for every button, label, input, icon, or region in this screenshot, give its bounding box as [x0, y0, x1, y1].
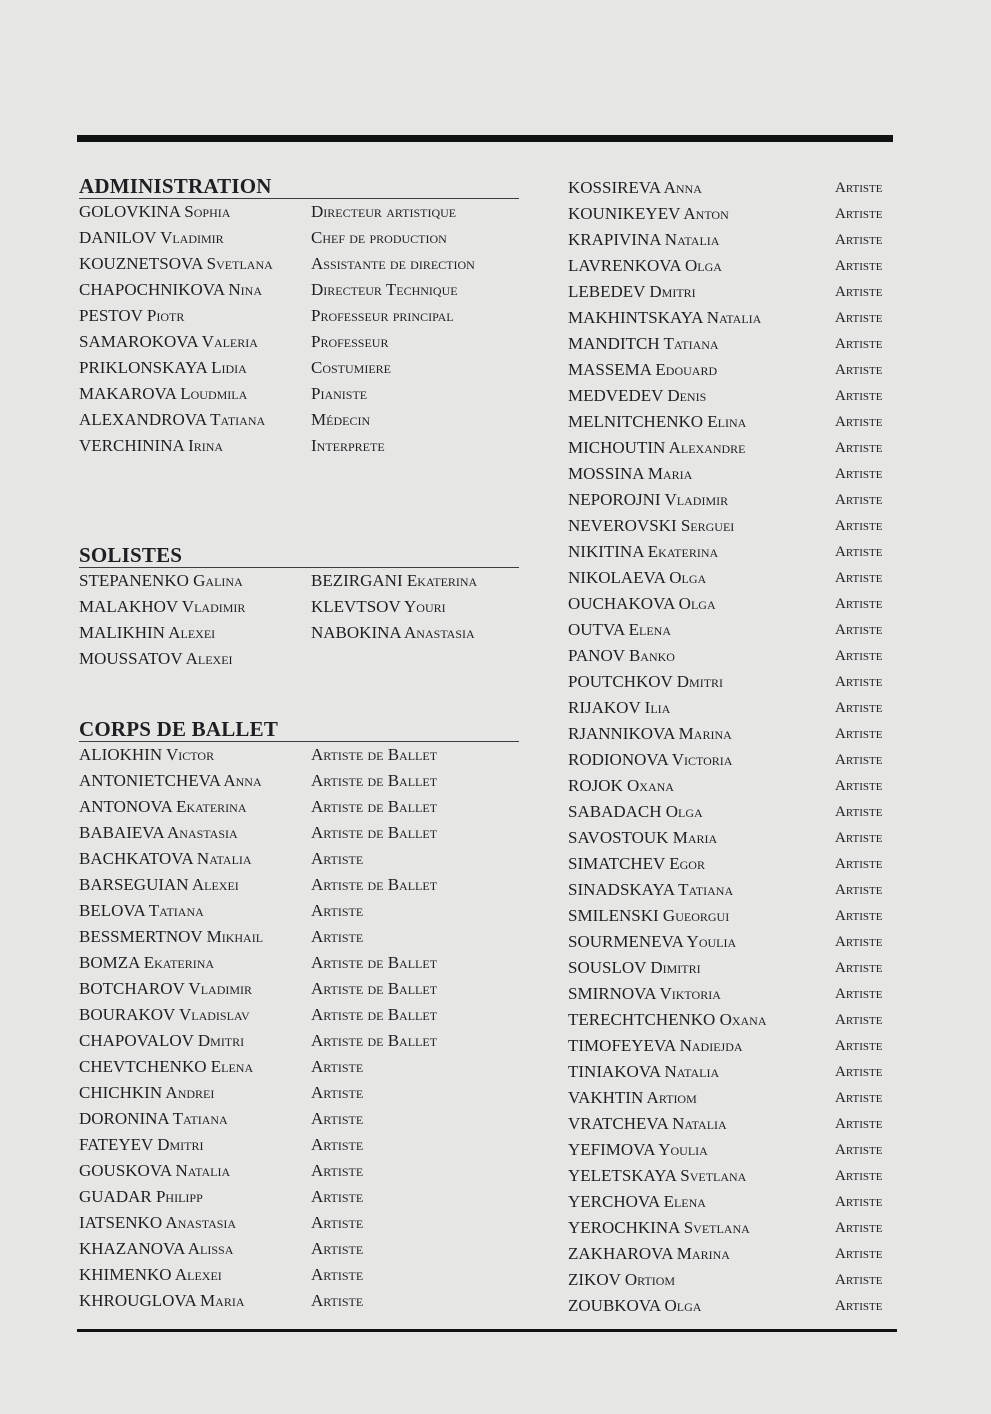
person-role: Professeur [311, 332, 389, 351]
list-item [568, 305, 898, 331]
list-item [79, 1184, 519, 1210]
person-role: Artiste [835, 336, 883, 352]
list-item [568, 279, 898, 305]
person-role: Artiste [835, 804, 883, 820]
person-name: MANDITCH Tatiana [568, 334, 719, 353]
list-item [568, 331, 898, 357]
person-role: Artiste [835, 388, 883, 404]
list-item [79, 1054, 519, 1080]
bottom-rule [77, 1329, 897, 1332]
person-role: Artiste [311, 901, 364, 920]
person-name: SABADACH Olga [568, 802, 703, 821]
list-item [568, 461, 898, 487]
list-item [79, 355, 519, 381]
list-item [79, 407, 519, 433]
person-role: Artiste [311, 1135, 364, 1154]
list-item [79, 872, 519, 898]
person-name: CHAPOVALOV Dmitri [79, 1031, 245, 1050]
list-item [568, 1085, 898, 1111]
list-item [568, 1163, 898, 1189]
person-name: KOUNIKEYEV Anton [568, 204, 729, 223]
person-role: Artiste [835, 206, 883, 222]
person-role: Artiste [835, 648, 883, 664]
list-item [568, 227, 898, 253]
person-role: Artiste [835, 1168, 883, 1184]
person-name: TERECHTCHENKO Oxana [568, 1010, 767, 1029]
list-item [568, 435, 898, 461]
person-role: Artiste [835, 1064, 883, 1080]
person-role: Artiste [835, 180, 883, 196]
person-name: MALIKHIN Alexei [79, 623, 216, 642]
person-name: BACHKATOVA Natalia [79, 849, 252, 868]
administration-list [79, 199, 519, 459]
list-item [568, 695, 898, 721]
person-role: Artiste [835, 414, 883, 430]
list-item [568, 1137, 898, 1163]
list-item [568, 1059, 898, 1085]
person-name: SAMAROKOVA Valeria [79, 332, 258, 351]
person-name: BELOVA Tatiana [79, 901, 204, 920]
person-name: FATEYEV Dmitri [79, 1135, 204, 1154]
person-name: BOTCHAROV Vladimir [79, 979, 253, 998]
person-role: Artiste [835, 466, 883, 482]
person-name: SOUSLOV Dimitri [568, 958, 701, 977]
list-item [568, 1267, 898, 1293]
person-role: Artiste [311, 1265, 364, 1284]
person-role: Artiste [835, 622, 883, 638]
person-name: DANILOV Vladimir [79, 228, 224, 247]
person-role: Artiste [311, 1291, 364, 1310]
person-name: PRIKLONSKAYA Lidia [79, 358, 247, 377]
person-name: BABAIEVA Anastasia [79, 823, 238, 842]
person-name: KOSSIREVA Anna [568, 178, 702, 197]
person-role: Artiste de Ballet [311, 797, 438, 816]
person-role: Artiste [835, 258, 883, 274]
person-name: NEPOROJNI Vladimir [568, 490, 729, 509]
person-role: Artiste [835, 986, 883, 1002]
list-item [568, 383, 898, 409]
list-item [79, 1262, 519, 1288]
top-rule [77, 135, 893, 142]
person-role: Artiste [311, 927, 364, 946]
person-role: Artiste [311, 1057, 364, 1076]
corps-de-ballet-list [79, 742, 519, 1314]
list-item [568, 825, 898, 851]
person-name: PESTOV Piotr [79, 306, 185, 325]
person-role: Artiste [835, 362, 883, 378]
list-item [568, 669, 898, 695]
list-item [79, 620, 519, 646]
person-role: Pianiste [311, 384, 368, 403]
person-name: MAKAROVA Loudmila [79, 384, 248, 403]
person-role: Artiste [835, 1272, 883, 1288]
list-item [568, 1189, 898, 1215]
person-name: SOURMENEVA Youlia [568, 932, 737, 951]
list-item [79, 794, 519, 820]
list-item [568, 1007, 898, 1033]
list-item [568, 409, 898, 435]
person-name: YEFIMOVA Youlia [568, 1140, 708, 1159]
person-role: Artiste de Ballet [311, 823, 438, 842]
list-item [568, 253, 898, 279]
person-role: Directeur artistique [311, 202, 457, 221]
person-name: SMIRNOVA Viktoria [568, 984, 721, 1003]
person-role: Artiste [835, 934, 883, 950]
person-role: Artiste [835, 1142, 883, 1158]
person-name: YEROCHKINA Svetlana [568, 1218, 750, 1237]
person-role: Artiste de Ballet [311, 771, 438, 790]
person-role: Artiste [835, 908, 883, 924]
person-name: OUTVA Elena [568, 620, 671, 639]
person-name: RIJAKOV Ilia [568, 698, 671, 717]
list-item [79, 329, 519, 355]
person-name: ZAKHAROVA Marina [568, 1244, 730, 1263]
list-item [79, 594, 519, 620]
person-name: KHAZANOVA Alissa [79, 1239, 234, 1258]
person-role: Artiste de Ballet [311, 1031, 438, 1050]
person-name: BARSEGUIAN Alexei [79, 875, 239, 894]
person-name: KRAPIVINA Natalia [568, 230, 720, 249]
person-name: KHIMENKO Alexei [79, 1265, 222, 1284]
person-role: Artiste [311, 849, 364, 868]
right-column [568, 175, 898, 1319]
list-item [568, 643, 898, 669]
person-name: MOSSINA Maria [568, 464, 693, 483]
person-role: Artiste [835, 726, 883, 742]
person-name: MASSEMA Edouard [568, 360, 718, 379]
list-item [568, 1241, 898, 1267]
list-item [568, 773, 898, 799]
person-name: BOURAKOV Vladislav [79, 1005, 250, 1024]
person-role: Artiste [835, 1220, 883, 1236]
person-name: SINADSKAYA Tatiana [568, 880, 734, 899]
section-title: CORPS DE BALLET [79, 717, 519, 742]
person-role: Artiste [311, 1213, 364, 1232]
person-name: NIKITINA Ekaterina [568, 542, 719, 561]
person-role: Artiste [835, 1116, 883, 1132]
section-title: SOLISTES [79, 543, 519, 568]
person-name: GOLOVKINA Sophia [79, 202, 231, 221]
person-role: Artiste [835, 1012, 883, 1028]
person-role: Artiste de Ballet [311, 875, 438, 894]
list-item [79, 277, 519, 303]
list-item [79, 1288, 519, 1314]
list-item [79, 1028, 519, 1054]
person-role: Artiste de Ballet [311, 1005, 438, 1024]
list-item [79, 199, 519, 225]
person-role: Artiste [835, 232, 883, 248]
list-item [568, 617, 898, 643]
list-item [79, 976, 519, 1002]
list-item [568, 877, 898, 903]
list-item [79, 381, 519, 407]
list-item [568, 357, 898, 383]
person-name: ZIKOV Ortiom [568, 1270, 676, 1289]
list-item [568, 201, 898, 227]
person-role: Artiste [311, 1187, 364, 1206]
person-name: CHEVTCHENKO Elena [79, 1057, 254, 1076]
person-name: MEDVEDEV Denis [568, 386, 707, 405]
person-name: ZOUBKOVA Olga [568, 1296, 702, 1315]
person-name: BOMZA Ekaterina [79, 953, 215, 972]
list-item [79, 225, 519, 251]
person-name: TINIAKOVA Natalia [568, 1062, 720, 1081]
person-name: NEVEROVSKI Serguei [568, 516, 735, 535]
list-item [79, 1002, 519, 1028]
person-name: STEPANENKO Galina [79, 571, 243, 590]
list-item [79, 433, 519, 459]
person-role: Artiste [311, 1109, 364, 1128]
person-name: ROJOK Oxana [568, 776, 674, 795]
person-role: Artiste [835, 830, 883, 846]
list-item [79, 1236, 519, 1262]
list-item [568, 175, 898, 201]
person-name: BESSMERTNOV Mikhail [79, 927, 264, 946]
person-role: Artiste de Ballet [311, 745, 438, 764]
person-role: Artiste [835, 752, 883, 768]
list-item [568, 1111, 898, 1137]
person-name: RJANNIKOVA Marina [568, 724, 732, 743]
person-role: Artiste de Ballet [311, 953, 438, 972]
list-item [568, 981, 898, 1007]
list-item [568, 721, 898, 747]
person-role: Chef de production [311, 228, 447, 247]
section-title: ADMINISTRATION [79, 174, 519, 199]
person-name: YERCHOVA Elena [568, 1192, 706, 1211]
list-item [568, 1215, 898, 1241]
person-role: Costumiere [311, 358, 392, 377]
list-item [79, 1210, 519, 1236]
list-item [79, 646, 519, 672]
person-role: Directeur Technique [311, 280, 458, 299]
person-name: SIMATCHEV Egor [568, 854, 705, 873]
person-role: Artiste [311, 1161, 364, 1180]
list-item [79, 742, 519, 768]
person-name: MAKHINTSKAYA Natalia [568, 308, 762, 327]
person-role: Artiste [835, 700, 883, 716]
administration-section [79, 174, 519, 459]
list-item [568, 539, 898, 565]
person-name: CHICHKIN Andrei [79, 1083, 215, 1102]
list-item [79, 568, 519, 594]
person-name: NIKOLAEVA Olga [568, 568, 707, 587]
person-name: KHROUGLOVA Maria [79, 1291, 245, 1310]
right-column-list [568, 175, 898, 1319]
list-item [568, 565, 898, 591]
person-name: ALEXANDROVA Tatiana [79, 410, 266, 429]
person-role: Artiste [835, 1090, 883, 1106]
person-role: Interprete [311, 436, 385, 455]
person-role: Professeur principal [311, 306, 454, 325]
person-name: TIMOFEYEVA Nadiejda [568, 1036, 743, 1055]
person-role: Artiste [311, 1239, 364, 1258]
list-item [79, 1158, 519, 1184]
list-item [79, 924, 519, 950]
list-item [568, 487, 898, 513]
list-item [79, 1106, 519, 1132]
list-item [568, 1033, 898, 1059]
list-item [568, 851, 898, 877]
person-role: Médecin [311, 410, 371, 429]
person-name: PANOV Banko [568, 646, 675, 665]
person-name: MOUSSATOV Alexei [79, 649, 233, 668]
list-item [568, 1293, 898, 1319]
person-name: RODIONOVA Victoria [568, 750, 733, 769]
list-item [79, 251, 519, 277]
list-item [568, 955, 898, 981]
person-name: MALAKHOV Vladimir [79, 597, 246, 616]
list-item [568, 591, 898, 617]
person-role: Artiste [835, 440, 883, 456]
person-name: KOUZNETSOVA Svetlana [79, 254, 273, 273]
list-item [79, 768, 519, 794]
list-item [79, 846, 519, 872]
corps-de-ballet-section [79, 717, 519, 1314]
person-role: Assistante de direction [311, 254, 475, 273]
person-name: LAVRENKOVA Olga [568, 256, 722, 275]
list-item [79, 820, 519, 846]
person-role: Artiste [835, 310, 883, 326]
person-name: YELETSKAYA Svetlana [568, 1166, 747, 1185]
person-role: Artiste [835, 778, 883, 794]
solistes-list [79, 568, 519, 672]
person-role: Artiste [835, 882, 883, 898]
person-role: BEZIRGANI Ekaterina [311, 571, 478, 590]
list-item [79, 950, 519, 976]
person-role: Artiste [835, 1038, 883, 1054]
person-name: MELNITCHENKO Elina [568, 412, 747, 431]
person-role: Artiste [311, 1083, 364, 1102]
person-role: Artiste [835, 960, 883, 976]
list-item [568, 799, 898, 825]
person-name: ALIOKHIN Victor [79, 745, 215, 764]
solistes-section [79, 543, 519, 672]
list-item [79, 898, 519, 924]
list-item [79, 1080, 519, 1106]
person-name: ANTONIETCHEVA Anna [79, 771, 262, 790]
person-name: VRATCHEVA Natalia [568, 1114, 727, 1133]
person-name: DORONINA Tatiana [79, 1109, 228, 1128]
person-name: ANTONOVA Ekaterina [79, 797, 247, 816]
list-item [568, 747, 898, 773]
person-name: SAVOSTOUK Maria [568, 828, 718, 847]
person-name: VERCHININA Irina [79, 436, 224, 455]
list-item [568, 513, 898, 539]
person-name: CHAPOCHNIKOVA Nina [79, 280, 263, 299]
person-role: Artiste [835, 674, 883, 690]
person-role: Artiste [835, 856, 883, 872]
person-role: KLEVTSOV Youri [311, 597, 446, 616]
person-name: POUTCHKOV Dmitri [568, 672, 724, 691]
list-item [568, 903, 898, 929]
person-role: Artiste [835, 596, 883, 612]
person-role: Artiste [835, 1246, 883, 1262]
person-name: GOUSKOVA Natalia [79, 1161, 231, 1180]
person-name: IATSENKO Anastasia [79, 1213, 237, 1232]
list-item [79, 1132, 519, 1158]
person-role: Artiste [835, 544, 883, 560]
list-item [79, 303, 519, 329]
person-role: Artiste de Ballet [311, 979, 438, 998]
person-name: SMILENSKI Gueorgui [568, 906, 730, 925]
person-role: Artiste [835, 284, 883, 300]
person-name: MICHOUTIN Alexandre [568, 438, 746, 457]
person-role: Artiste [835, 1194, 883, 1210]
person-role: Artiste [835, 492, 883, 508]
person-role: Artiste [835, 518, 883, 534]
person-name: LEBEDEV Dmitri [568, 282, 696, 301]
person-role: Artiste [835, 1298, 883, 1314]
person-role: NABOKINA Anastasia [311, 623, 475, 642]
list-item [568, 929, 898, 955]
person-name: VAKHTIN Artiom [568, 1088, 697, 1107]
person-role: Artiste [835, 570, 883, 586]
person-name: OUCHAKOVA Olga [568, 594, 716, 613]
person-name: GUADAR Philipp [79, 1187, 203, 1206]
